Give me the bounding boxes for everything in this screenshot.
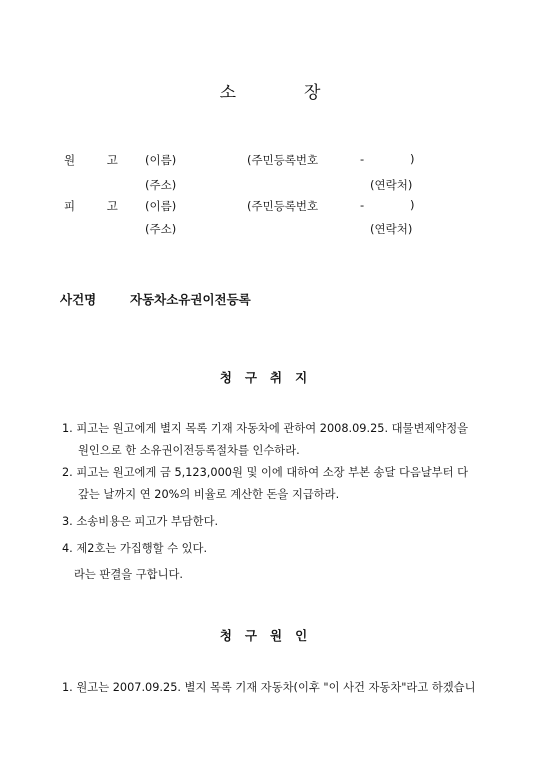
case-name-line bbox=[60, 290, 251, 308]
defendant-role: 피 고 bbox=[64, 199, 132, 213]
claim-cause-item-1 bbox=[62, 677, 482, 699]
claim-purpose-item-2-line1: 2. 피고는 원고에게 금 5,123,000원 및 이에 대하여 소장 부본 송달 다음날부터 다 bbox=[62, 466, 469, 479]
claim-purpose-item-2 bbox=[62, 462, 482, 506]
claim-purpose-item-3-line1: 3. 소송비용은 피고가 부담한다. bbox=[62, 515, 219, 528]
claim-cause-item-1-line1: 1. 원고는 2007.09.25. 별지 목록 기재 자동차(이후 "이 사건 자동차"라고 하겠습니 bbox=[62, 681, 476, 694]
claim-cause-heading: 청구원인 bbox=[219, 628, 321, 643]
plaintiff-id-label: (주민등록번호 bbox=[247, 153, 319, 167]
defendant-name-label: (이름) bbox=[145, 199, 177, 213]
defendant-address-label: (주소) bbox=[145, 222, 177, 236]
plaintiff-id-close: ) bbox=[410, 152, 415, 166]
claim-purpose-item-4-line1: 4. 제2호는 가집행할 수 있다. bbox=[62, 542, 208, 555]
claim-purpose-item-3 bbox=[62, 511, 482, 533]
claim-purpose-item-2-line2: 갚는 날까지 연 20%의 비율로 계산한 돈을 지급하라. bbox=[78, 488, 340, 501]
case-name-label: 사건명 bbox=[60, 292, 97, 307]
title-char-1: 소 bbox=[219, 83, 236, 103]
defendant-contact-label: (연락처) bbox=[370, 222, 413, 236]
title-char-2: 장 bbox=[304, 83, 321, 103]
claim-purpose-heading: 청구취지 bbox=[219, 370, 321, 385]
plaintiff-address-label: (주소) bbox=[145, 178, 177, 192]
case-name-value: 자동차소유권이전등록 bbox=[130, 292, 251, 307]
defendant-id-dash: - bbox=[360, 198, 365, 212]
claim-purpose-item-1 bbox=[62, 418, 482, 462]
plaintiff-contact-label: (연락처) bbox=[370, 178, 413, 192]
claim-purpose-item-1-line2: 원인으로 한 소유권이전등록절차를 인수하라. bbox=[78, 444, 300, 457]
defendant-id-label: (주민등록번호 bbox=[247, 199, 319, 213]
plaintiff-role: 원 고 bbox=[64, 153, 132, 167]
claim-purpose-closing: 라는 판결을 구합니다. bbox=[74, 568, 183, 581]
plaintiff-name-label: (이름) bbox=[145, 153, 177, 167]
claim-purpose-item-1-line1: 1. 피고는 원고에게 별지 목록 기재 자동차에 관하여 2008.09.25. 대물변제약정을 bbox=[62, 422, 469, 435]
defendant-id-close: ) bbox=[410, 198, 415, 212]
plaintiff-id-dash: - bbox=[360, 152, 365, 166]
document-title bbox=[0, 78, 540, 103]
claim-purpose-item-4 bbox=[62, 538, 482, 560]
